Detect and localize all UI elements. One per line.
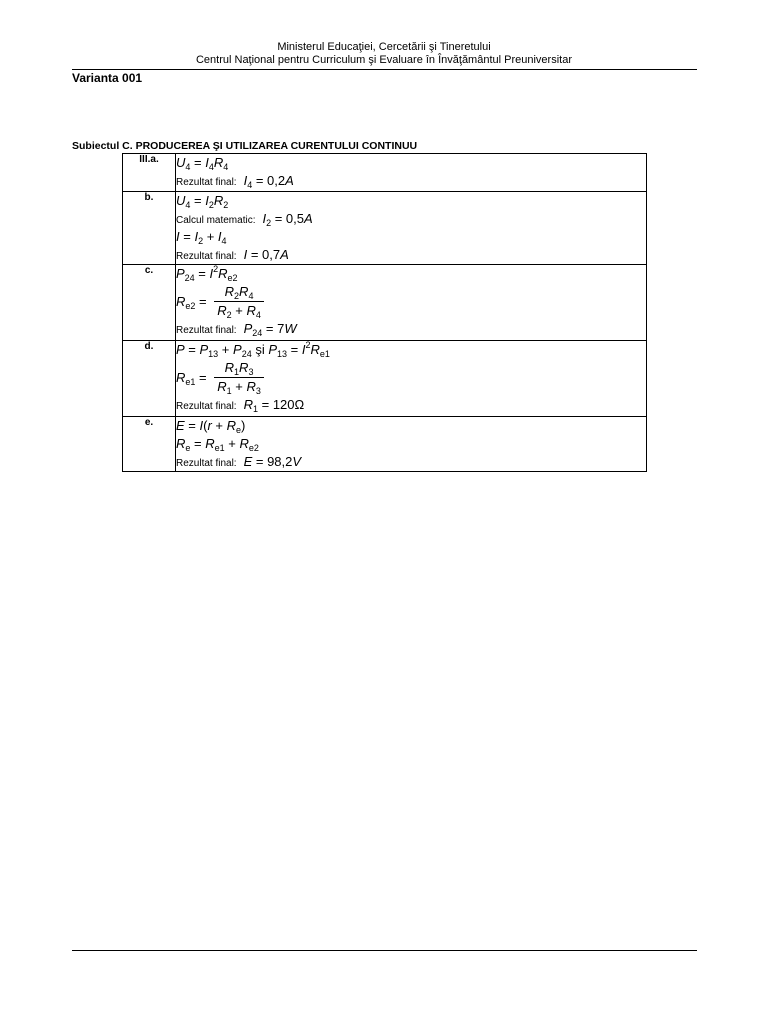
formula-line: [176, 228, 646, 246]
fraction-denominator: [214, 378, 264, 395]
math-text: =: [195, 293, 211, 309]
page-header: [0, 41, 768, 67]
fraction: [214, 360, 264, 395]
subscript: 2: [266, 218, 272, 228]
result-label: Rezultat final:: [176, 251, 237, 262]
answer-row: [123, 417, 647, 472]
subscript: e: [185, 443, 191, 453]
formula-line: [176, 172, 646, 190]
math-variable: [176, 342, 185, 357]
result-label: Rezultat final:: [176, 458, 237, 469]
variable-symbol: A: [285, 173, 294, 188]
math-variable: [176, 436, 190, 451]
math-variable: [194, 229, 203, 244]
result-label: Calcul matematic:: [176, 215, 256, 226]
subscript: 4: [223, 162, 229, 172]
math-variable: [292, 454, 301, 469]
variable-symbol: I: [217, 229, 222, 244]
math-text: = 0,2: [252, 173, 286, 188]
subscript: 13: [277, 349, 288, 359]
subscript: e2: [248, 443, 259, 453]
variable-symbol: I: [205, 193, 209, 208]
math-variable: [205, 193, 214, 208]
variable-symbol: R: [224, 360, 235, 375]
math-variable: [239, 360, 253, 375]
variable-symbol: P: [199, 342, 209, 357]
variable-symbol: I: [209, 266, 214, 281]
variable-symbol: P: [268, 342, 277, 357]
math-variable: [239, 436, 258, 451]
math-variable: [285, 173, 294, 188]
math-text: şi: [251, 342, 269, 357]
math-text: +: [224, 436, 240, 451]
math-variable: [244, 321, 263, 336]
superscript: 2: [213, 264, 219, 274]
math-variable: [233, 342, 252, 357]
variable-symbol: I: [176, 229, 180, 244]
fraction-numerator: [214, 284, 264, 302]
subscript: e2: [185, 300, 196, 311]
answer-row: [123, 265, 647, 341]
variable-symbol: W: [284, 321, 297, 336]
ministry-name: Ministerul Educaţiei, Cercetării şi Tineretului: [277, 41, 491, 53]
math-variable: [176, 193, 190, 208]
math-variable: [280, 247, 289, 262]
variable-symbol: R: [176, 436, 186, 451]
math-variable: [176, 155, 190, 170]
variable-symbol: R: [310, 342, 320, 357]
subscript: 13: [208, 349, 219, 359]
variable-symbol: V: [292, 454, 302, 469]
variable-symbol: E: [176, 418, 185, 433]
math-variable: [262, 211, 271, 226]
math-variable: [210, 266, 219, 281]
variable-symbol: I: [262, 211, 267, 226]
math-variable: [225, 284, 239, 299]
math-variable: [176, 293, 195, 311]
math-variable: [218, 229, 227, 244]
formula-line: [176, 453, 646, 471]
answer-table: [122, 153, 647, 472]
math-variable: [246, 379, 260, 394]
math-variable: [284, 321, 296, 336]
variable-symbol: I: [205, 155, 209, 170]
math-text: +: [211, 418, 227, 433]
math-variable: [225, 360, 239, 375]
variable-symbol: R: [224, 284, 235, 299]
math-text: = 7: [262, 321, 285, 336]
math-variable: [214, 155, 228, 170]
math-variable: [244, 173, 253, 188]
superscript: 2: [305, 340, 311, 350]
subscript: 4: [185, 162, 191, 172]
math-variable: [310, 342, 329, 357]
variable-symbol: U: [176, 155, 186, 170]
formula-line: [176, 320, 646, 338]
math-variable: [176, 418, 185, 433]
math-text: =: [287, 342, 302, 357]
math-variable: [227, 418, 241, 433]
math-text: ): [241, 418, 246, 433]
subscript: 2: [198, 236, 204, 246]
math-text: +: [218, 342, 234, 357]
variable-symbol: I: [194, 229, 199, 244]
variable-symbol: R: [217, 379, 227, 394]
math-text: = 120Ω: [258, 397, 305, 412]
variant-title: Varianta 001: [72, 71, 143, 85]
subject-title: Subiectul C. PRODUCEREA ŞI UTILIZAREA CURENTULUI CONTINUU: [72, 140, 418, 152]
variable-symbol: r: [207, 418, 212, 433]
center-name: Centrul Naţional pentru Curriculum şi Evaluare în Învăţământul Preuniversitar: [195, 54, 572, 66]
subscript: 4: [185, 200, 191, 210]
math-text: = 98,2: [252, 454, 293, 469]
math-variable: [244, 397, 258, 412]
solution-cell: [176, 192, 647, 265]
answer-row: [123, 154, 647, 192]
item-label: d.: [123, 341, 176, 417]
math-text: =: [184, 342, 200, 357]
subscript: 1: [252, 404, 258, 414]
subscript: 4: [208, 162, 214, 172]
result-label: Rezultat final:: [176, 401, 237, 412]
math-text: (: [203, 418, 208, 433]
subscript: 2: [226, 310, 232, 320]
subscript: 2: [208, 200, 214, 210]
math-text: +: [231, 303, 247, 318]
subscript: e1: [185, 376, 196, 387]
variable-symbol: U: [176, 193, 186, 208]
subscript: 24: [252, 328, 263, 338]
variable-symbol: R: [239, 284, 249, 299]
math-variable: [218, 266, 237, 281]
variable-symbol: A: [304, 211, 313, 226]
solution-cell: [176, 417, 647, 472]
variable-symbol: R: [213, 193, 224, 208]
variable-symbol: I: [199, 418, 204, 433]
variable-symbol: I: [301, 342, 306, 357]
math-variable: [176, 266, 195, 281]
math-text: =: [194, 266, 210, 281]
variable-symbol: R: [205, 436, 215, 451]
variable-symbol: R: [226, 418, 237, 433]
subscript: 4: [221, 236, 227, 246]
subscript: 3: [248, 367, 254, 377]
math-variable: [214, 193, 228, 208]
subscript: 24: [184, 273, 195, 283]
fraction-numerator: [214, 360, 264, 378]
formula-line: [176, 396, 646, 414]
subscript: 4: [247, 180, 253, 190]
math-text: =: [184, 418, 200, 433]
math-text: =: [190, 155, 206, 170]
item-label: e.: [123, 417, 176, 472]
math-text: = 0,5: [271, 211, 304, 226]
math-text: +: [231, 379, 247, 394]
formula-line: [176, 341, 646, 359]
variable-symbol: R: [217, 303, 227, 318]
subscript: 4: [255, 310, 261, 320]
variable-symbol: R: [246, 303, 256, 318]
subscript: 1: [234, 367, 240, 377]
variable-symbol: R: [243, 397, 253, 412]
fraction-formula-line: [176, 283, 646, 320]
subscript: 2: [223, 200, 229, 210]
formula-line: [176, 435, 646, 453]
formula-line: [176, 265, 646, 283]
math-text: =: [190, 193, 206, 208]
math-variable: [205, 436, 224, 451]
math-variable: [268, 342, 287, 357]
item-label: b.: [123, 192, 176, 265]
variable-symbol: R: [239, 436, 249, 451]
variable-symbol: P: [176, 266, 185, 281]
answer-row: [123, 341, 647, 417]
math-variable: [246, 303, 260, 318]
formula-line: [176, 417, 646, 435]
math-text: = 0,7: [247, 247, 281, 262]
variable-symbol: E: [243, 454, 253, 469]
subscript: 3: [255, 386, 261, 396]
solution-cell: [176, 154, 647, 192]
subscript: 2: [234, 291, 240, 301]
variable-symbol: A: [280, 247, 289, 262]
math-text: +: [203, 229, 218, 244]
math-variable: [244, 454, 253, 469]
math-text: =: [195, 369, 211, 385]
fraction-formula-line: [176, 359, 646, 396]
variable-symbol: R: [239, 360, 249, 375]
item-label: III.a.: [123, 154, 176, 192]
variable-symbol: P: [233, 342, 242, 357]
math-variable: [176, 369, 195, 387]
math-variable: [304, 211, 313, 226]
header-divider: [72, 69, 697, 70]
solution-cell: [176, 265, 647, 341]
fraction-denominator: [214, 302, 264, 319]
subscript: e1: [319, 349, 330, 359]
subscript: 4: [248, 291, 254, 301]
variable-symbol: I: [243, 173, 248, 188]
subscript: 1: [226, 386, 232, 396]
variable-symbol: I: [243, 247, 248, 262]
math-variable: [239, 284, 253, 299]
variable-symbol: R: [213, 155, 224, 170]
subscript: 24: [241, 349, 252, 359]
subscript: e2: [227, 273, 238, 283]
footer-divider: [72, 950, 697, 951]
variable-symbol: P: [243, 321, 253, 336]
math-variable: [205, 155, 214, 170]
result-label: Rezultat final:: [176, 325, 237, 336]
result-label: Rezultat final:: [176, 177, 237, 188]
formula-line: [176, 154, 646, 172]
formula-line: [176, 192, 646, 210]
math-variable: [200, 342, 219, 357]
fraction: [214, 284, 264, 319]
solution-cell: [176, 341, 647, 417]
math-text: =: [179, 229, 195, 244]
variable-symbol: R: [246, 379, 256, 394]
math-variable: [217, 379, 231, 394]
variable-symbol: R: [218, 266, 228, 281]
formula-line: [176, 246, 646, 264]
variable-symbol: R: [176, 369, 186, 385]
variable-symbol: R: [176, 293, 186, 309]
subscript: e: [236, 425, 242, 435]
variable-symbol: P: [176, 342, 185, 357]
answer-row: [123, 192, 647, 265]
subscript: e1: [214, 443, 225, 453]
item-label: c.: [123, 265, 176, 341]
formula-line: [176, 210, 646, 228]
math-variable: [217, 303, 231, 318]
math-text: =: [190, 436, 206, 451]
